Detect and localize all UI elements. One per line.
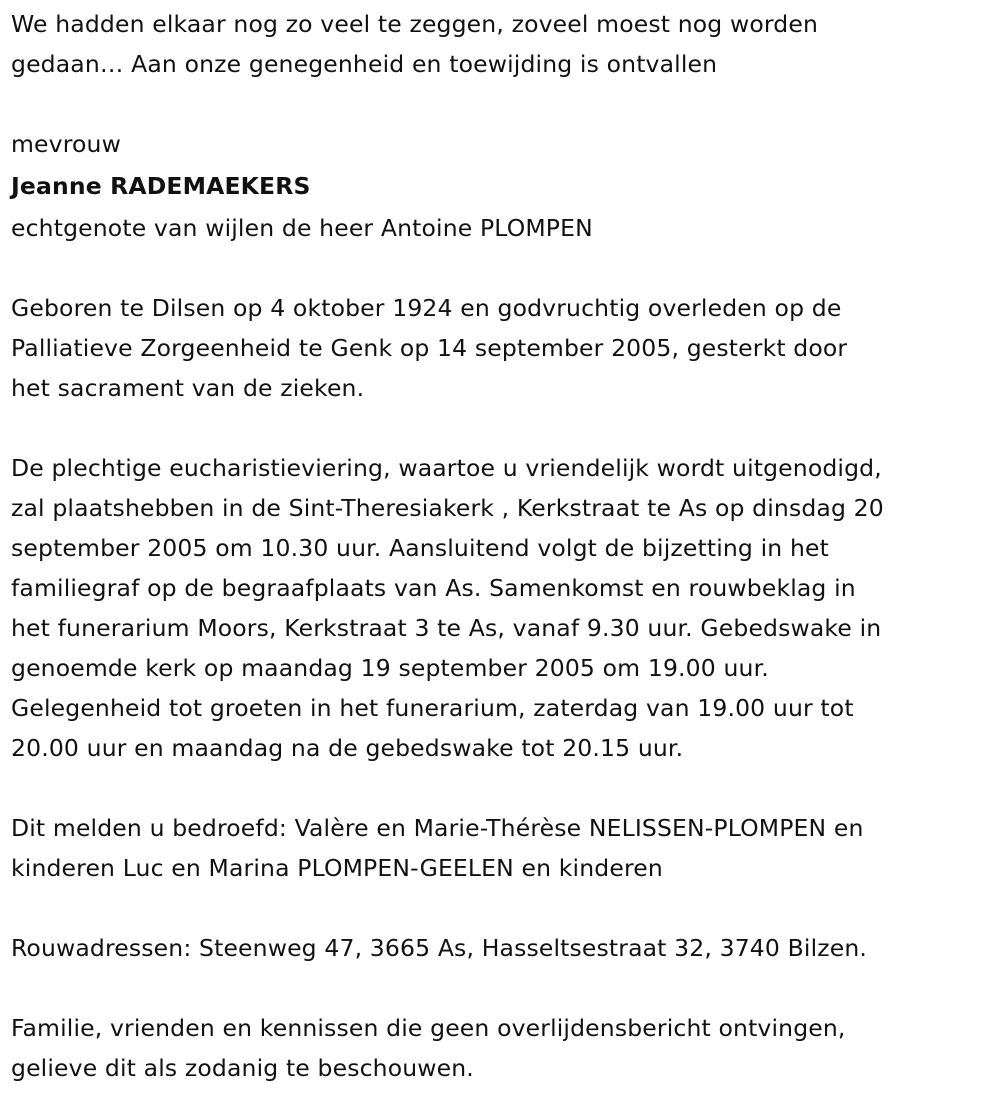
paragraph-spacer xyxy=(11,888,996,928)
ceremony-paragraph xyxy=(11,448,996,768)
ceremony-line: het funerarium Moors, Kerkstraat 3 te As, vanaf 9.30 uur. Gebedswake in xyxy=(11,614,882,642)
announcers-line: Dit melden u bedroefd: Valère en Marie-Thérèse NELISSEN-PLOMPEN en xyxy=(11,814,864,842)
announcers-line: kinderen Luc en Marina PLOMPEN-GEELEN en kinderen xyxy=(11,854,663,882)
title-prefix: mevrouw xyxy=(11,130,121,158)
spouse-line: echtgenote van wijlen de heer Antoine PLOMPEN xyxy=(11,214,593,242)
ceremony-line: De plechtige eucharistieviering, waartoe u vriendelijk wordt uitgenodigd, xyxy=(11,454,882,482)
closing-paragraph xyxy=(11,1008,996,1088)
birth-death-line: Palliatieve Zorgeenheid te Genk op 14 september 2005, gesterkt door xyxy=(11,334,848,362)
closing-line: gelieve dit als zodanig te beschouwen. xyxy=(11,1054,474,1082)
ceremony-line: zal plaatshebben in de Sint-Theresiakerk , Kerkstraat te As op dinsdag 20 xyxy=(11,494,884,522)
mourning-addresses: Rouwadressen: Steenweg 47, 3665 As, Hasseltsestraat 32, 3740 Bilzen. xyxy=(11,934,868,962)
ceremony-line: 20.00 uur en maandag na de gebedswake tot 20.15 uur. xyxy=(11,734,684,762)
ceremony-line: september 2005 om 10.30 uur. Aansluitend volgt de bijzetting in het xyxy=(11,534,829,562)
intro-paragraph xyxy=(11,4,996,84)
paragraph-spacer xyxy=(11,968,996,1008)
deceased-name: Jeanne RADEMAEKERS xyxy=(11,172,311,200)
intro-line: gedaan… Aan onze genegenheid en toewijding is ontvallen xyxy=(11,50,718,78)
birth-death-line: Geboren te Dilsen op 4 oktober 1924 en godvruchtig overleden op de xyxy=(11,294,842,322)
ceremony-line: familiegraf op de begraafplaats van As. Samenkomst en rouwbeklag in xyxy=(11,574,856,602)
announcers-paragraph xyxy=(11,808,996,888)
paragraph-spacer xyxy=(11,408,996,448)
closing-line: Familie, vrienden en kennissen die geen overlijdensbericht ontvingen, xyxy=(11,1014,846,1042)
birth-death-line: het sacrament van de zieken. xyxy=(11,374,365,402)
intro-line: We hadden elkaar nog zo veel te zeggen, zoveel moest nog worden xyxy=(11,10,818,38)
paragraph-spacer xyxy=(11,248,996,288)
ceremony-line: Gelegenheid tot groeten in het funerarium, zaterdag van 19.00 uur tot xyxy=(11,694,854,722)
paragraph-spacer xyxy=(11,84,996,124)
obituary-document xyxy=(11,0,996,1088)
birth-death-paragraph xyxy=(11,288,996,408)
ceremony-line: genoemde kerk op maandag 19 september 2005 om 19.00 uur. xyxy=(11,654,769,682)
paragraph-spacer xyxy=(11,768,996,808)
